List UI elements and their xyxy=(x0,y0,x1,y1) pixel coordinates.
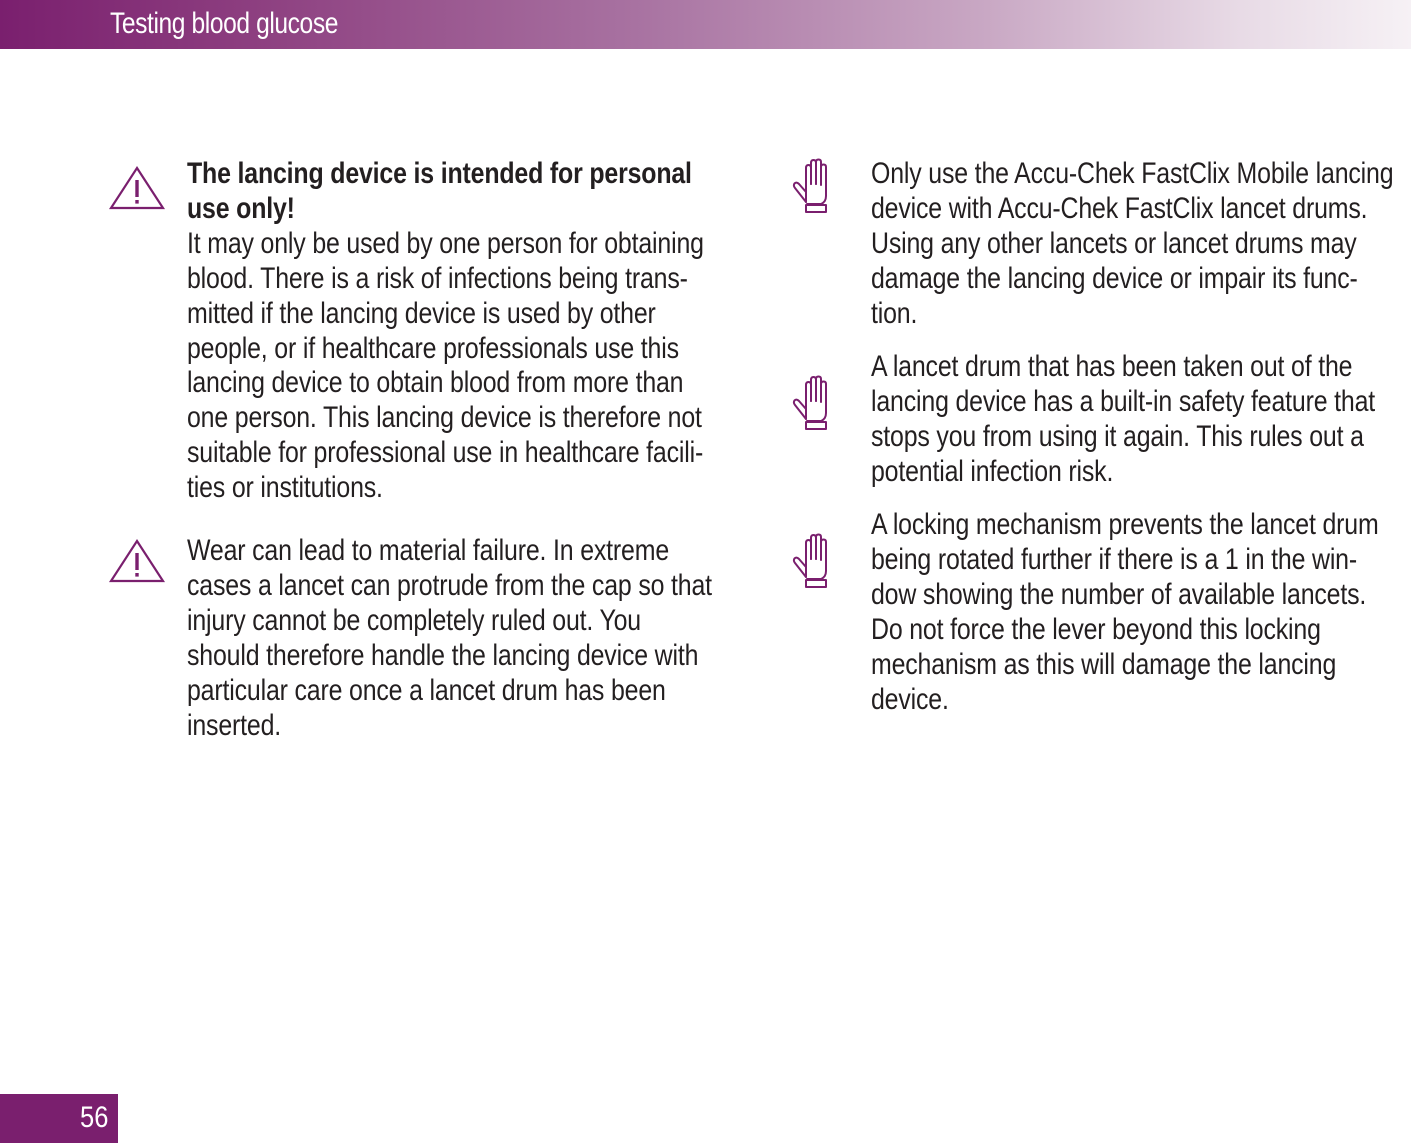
note-body: A lancet drum that has been taken out of the lancing device has a built-in safety feature that stops you from using it again. This rules out a potential infection risk. xyxy=(871,350,1376,488)
note-title: The lancing device is intended for personal use only! xyxy=(187,157,692,225)
hand-note-icon xyxy=(790,375,842,431)
page-number: 56 xyxy=(79,1101,108,1134)
hand-note-locking-mechanism xyxy=(871,508,1411,717)
hand-note-safety-feature xyxy=(871,350,1411,490)
warning-note-material-failure xyxy=(187,534,858,743)
hand-note-icon xyxy=(790,158,842,214)
warning-triangle-icon xyxy=(108,165,166,211)
note-body: It may only be used by one person for obtaining blood. There is a risk of infections being trans- mitted if the lancing device is used by other people, or if healthcare professionals use this lancing device to obtain blood from more than one person. This lancing device is therefore not suitable for professional use in healthcare facili- ties or institutions. xyxy=(187,226,704,505)
header-bar xyxy=(0,0,1411,49)
hand-note-compatible-drums xyxy=(871,157,1411,332)
note-body: Only use the Accu-Chek FastClix Mobile lancing device with Accu-Chek FastClix lancet drums. Using any other lancets or lancet drums may damage the lancing device or impair its func- tion. xyxy=(871,157,1394,330)
page-number-box xyxy=(0,1094,118,1143)
hand-note-icon xyxy=(790,533,842,589)
note-body: Wear can lead to material failure. In extreme cases a lancet can protrude from the cap so that injury cannot be completely ruled out. You should therefore handle the lancing device with particular care once a lancet drum has been inserted. xyxy=(187,534,712,742)
note-body: A locking mechanism prevents the lancet drum being rotated further if there is a 1 in the win- dow showing the number of available lancets. Do not force the lever beyond this locking mechanism as this will damage the lancing device. xyxy=(871,508,1379,716)
warning-note-personal-use xyxy=(187,157,858,506)
warning-triangle-icon xyxy=(108,538,166,584)
header-title: Testing blood glucose xyxy=(110,7,338,40)
